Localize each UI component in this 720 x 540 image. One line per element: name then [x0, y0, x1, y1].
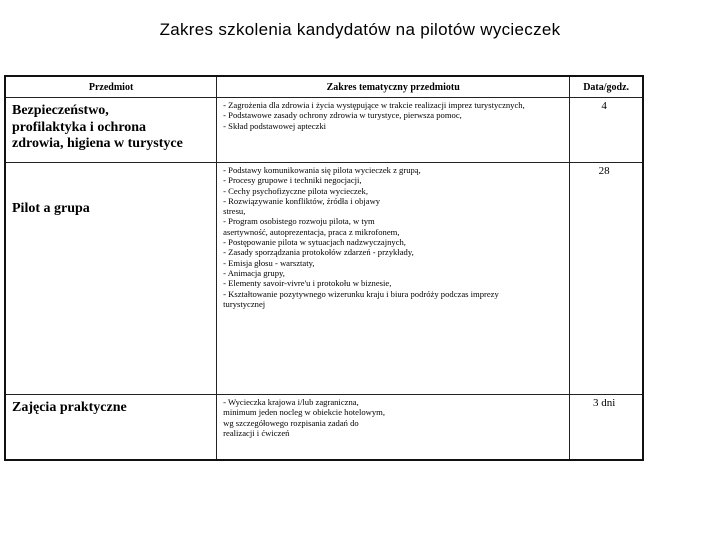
topic-line: - Zasady sporządzania protokołów zdarzeń - przykłady, [223, 247, 414, 258]
table-header-row [5, 76, 643, 98]
topic-line: - Podstawy komunikowania się pilota wycieczek z grupą, [223, 165, 421, 175]
header-date-hours: Data/godz. [570, 76, 643, 98]
topic-line: stresu, [223, 206, 246, 217]
header-subject: Przedmiot [5, 76, 217, 98]
topic-line: asertywność, autoprezentacja, praca z mikrofonem, [223, 226, 400, 237]
topic-line: - Wycieczka krajowa i/lub zagraniczna, [223, 397, 359, 407]
topics-cell [217, 395, 570, 461]
topic-line: - Cechy psychofizyczne pilota wycieczek, [223, 185, 368, 196]
subject-cell [5, 98, 217, 163]
topic-line: - Postępowanie pilota w sytuacjach nadzwyczajnych, [223, 237, 406, 248]
topics-cell [217, 163, 570, 395]
subject-cell [5, 163, 217, 395]
topic-line: turystycznej [223, 298, 266, 309]
subject-line: Bezpieczeństwo, [12, 103, 109, 118]
topic-line: - Kształtowanie pozytywnego wizerunku kraju i biura podróży podczas imprezy [223, 288, 499, 299]
page-title: Zakres szkolenia kandydatów na pilotów wycieczek [159, 20, 561, 39]
topic-line: - Procesy grupowe i techniki negocjacji, [223, 175, 362, 186]
hours-cell: 28 [570, 163, 643, 395]
subject-cell [5, 395, 217, 461]
subject-line: Pilot a grupa [12, 201, 90, 216]
topic-line: - Animacja grupy, [223, 267, 285, 278]
topic-line: - Zagrożenia dla zdrowia i życia występujące w trakcie realizacji imprez turystycznych, [223, 100, 525, 110]
topic-line: realizacji i ćwiczeń [223, 427, 290, 438]
subject-line: Zajęcia praktyczne [12, 400, 127, 415]
training-scope-table [4, 75, 644, 461]
topic-line: - Rozwiązywanie konfliktów, źródła i objawy [223, 195, 381, 206]
days-cell: 3 dni [570, 395, 643, 461]
table-row [5, 98, 643, 163]
table-row [5, 163, 643, 395]
topic-line: wg szczegółowego rozpisania zadań do [223, 417, 359, 428]
topic-line: - Podstawowe zasady ochrony zdrowia w turystyce, pierwsza pomoc, [223, 110, 462, 121]
table-row [5, 395, 643, 461]
topic-line: - Elementy savoir-vivre'u i protokołu w biznesie, [223, 278, 392, 289]
topic-line: - Skład podstawowej apteczki [223, 120, 327, 131]
topic-line: minimum jeden nocleg w obiekcie hotelowym, [223, 407, 385, 418]
subject-line: profilaktyka i ochrona [12, 119, 147, 135]
hours-cell: 4 [570, 98, 643, 163]
topic-line: - Program osobistego rozwoju pilota, w tym [223, 216, 375, 227]
topic-line: - Emisja głosu - warsztaty, [223, 257, 315, 268]
topics-cell [217, 98, 570, 163]
subject-line: zdrowia, higiena w turystyce [12, 136, 183, 151]
header-topics: Zakres tematyczny przedmiotu [217, 76, 570, 98]
